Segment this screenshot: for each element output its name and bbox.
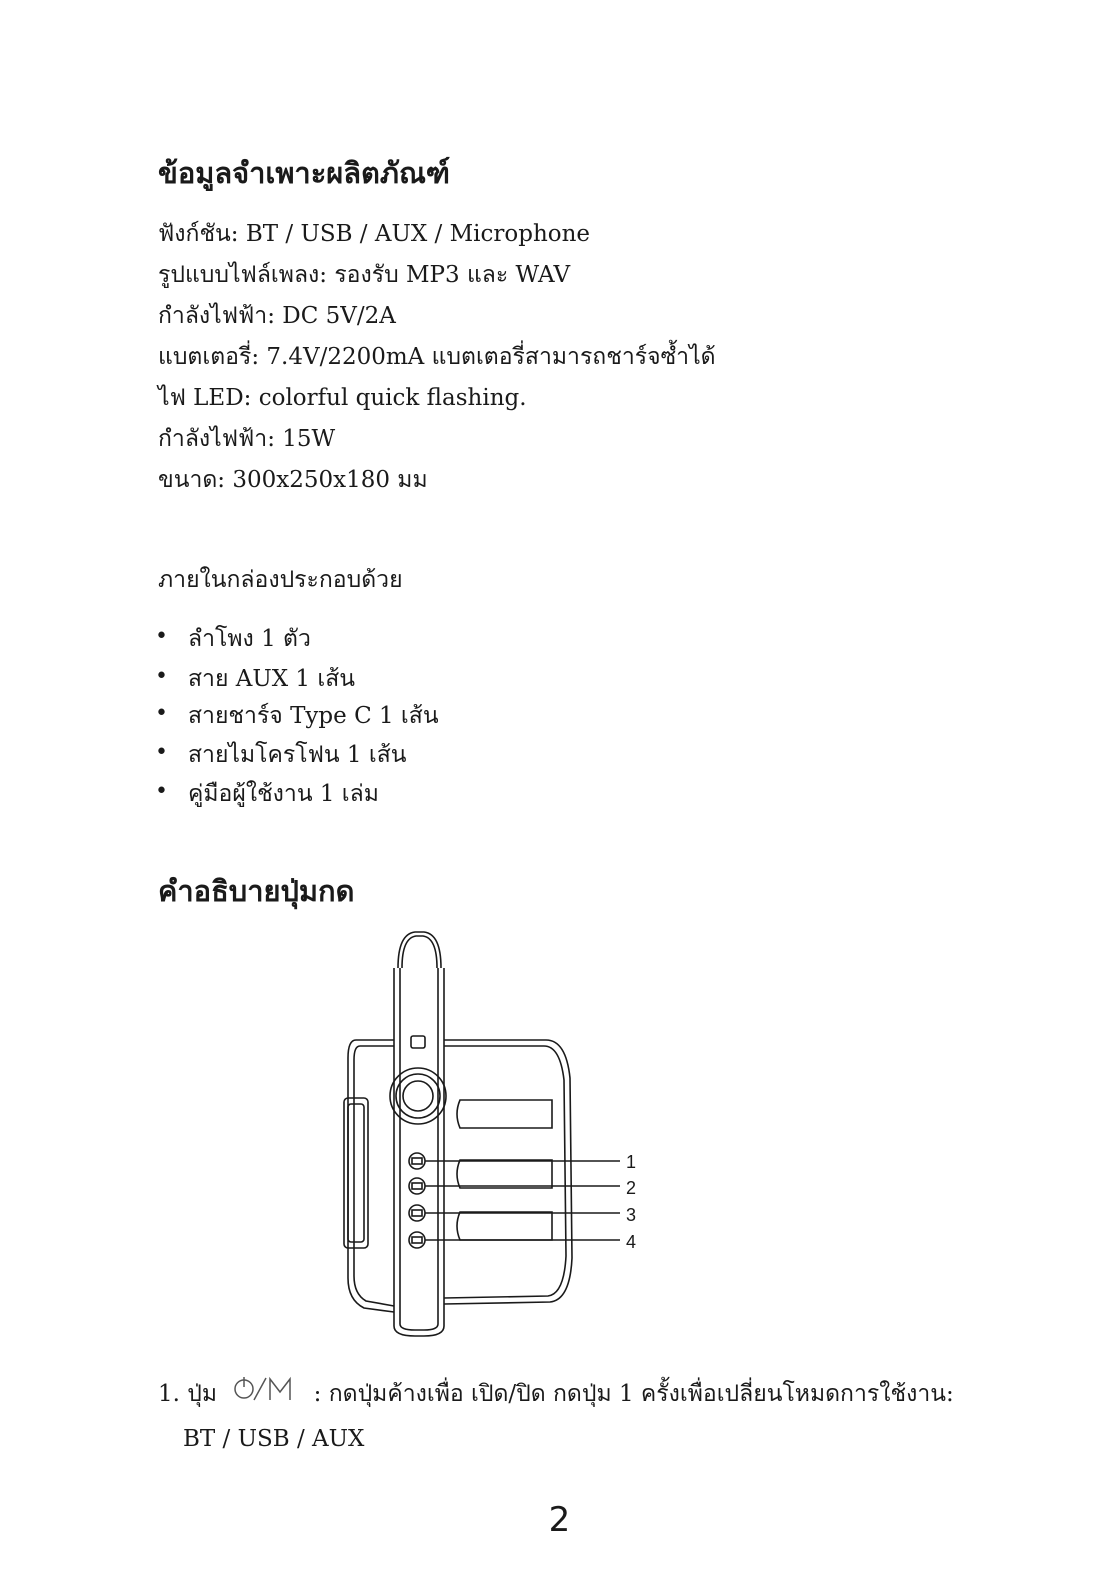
callout-4: 4 <box>626 1232 637 1252</box>
list-item: สาย AUX 1 เส้น <box>188 666 355 692</box>
spec-power-input: กำลังไฟฟ้า: DC 5V/2A <box>158 303 396 329</box>
note-prefix: 1. ปุ่ม <box>158 1381 218 1407</box>
callout-2: 2 <box>626 1178 637 1198</box>
bullet-icon: • <box>155 664 168 689</box>
spec-file-format: รูปแบบไฟล์เพลง: รองรับ MP3 และ WAV <box>158 262 571 288</box>
buttons-heading: คำอธิบายปุ่มกด <box>158 874 355 908</box>
box-contents-title: ภายในกล่องประกอบด้วย <box>158 567 403 593</box>
spec-battery: แบตเตอรี่: 7.4V/2200mA แบตเตอรี่สามารถชาร์จซ้ำได้ <box>158 344 716 370</box>
list-item: สายชาร์จ Type C 1 เส้น <box>188 703 439 729</box>
button-1-description <box>158 1376 1038 1412</box>
note-text: : กดปุ่มค้างเพื่อ เปิด/ปิด กดปุ่ม 1 ครั้งเพื่อเปลี่ยนโหมดการใช้งาน: <box>313 1381 954 1407</box>
bullet-icon: • <box>155 701 168 726</box>
spec-output-power: กำลังไฟฟ้า: 15W <box>158 426 336 452</box>
list-item: คู่มือผู้ใช้งาน 1 เล่ม <box>188 781 379 807</box>
page-number: 2 <box>548 1500 571 1540</box>
specs-heading: ข้อมูลจำเพาะผลิตภัณฑ์ <box>158 156 450 190</box>
speaker-diagram <box>320 928 650 1338</box>
bullet-icon: • <box>155 779 168 804</box>
spec-dimensions: ขนาด: 300x250x180 มม <box>158 467 428 493</box>
callout-3: 3 <box>626 1205 637 1225</box>
list-item: ลำโพง 1 ตัว <box>188 626 311 652</box>
power-mode-icon <box>232 1374 298 1408</box>
list-item: สายไมโครโฟน 1 เส้น <box>188 742 407 768</box>
spec-led: ไฟ LED: colorful quick flashing. <box>158 385 527 411</box>
bullet-icon: • <box>155 624 168 649</box>
bullet-icon: • <box>155 740 168 765</box>
spec-function: ฟังก์ชัน: BT / USB / AUX / Microphone <box>158 221 591 247</box>
note-modes: BT / USB / AUX <box>183 1426 365 1452</box>
callout-1: 1 <box>626 1152 637 1172</box>
